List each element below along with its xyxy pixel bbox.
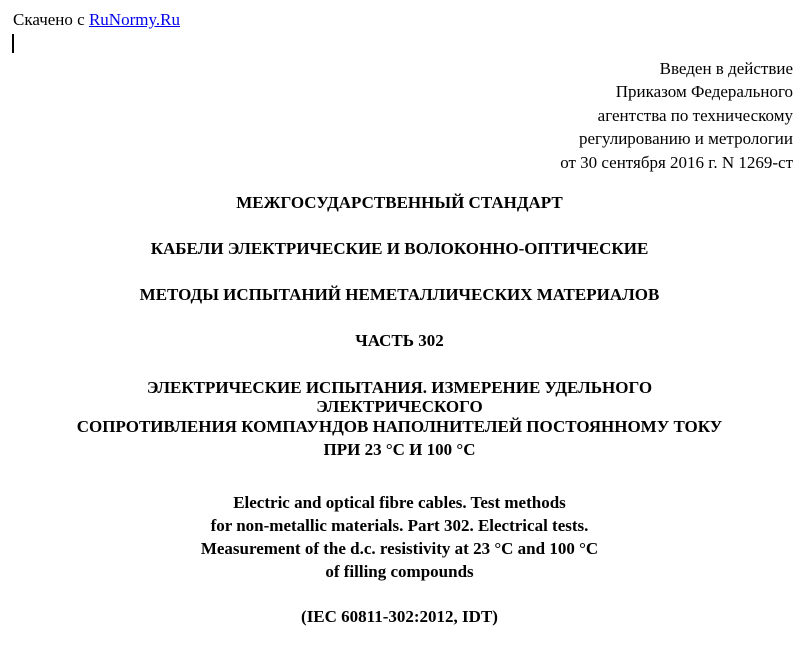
source-prefix: Скачено с — [13, 10, 89, 29]
enactment-line: агентства по техническому — [597, 105, 793, 125]
enactment-line: Введен в действие — [659, 59, 793, 78]
title-en-line: for non-metallic materials. Part 302. Electrical tests. — [210, 516, 589, 535]
enactment-line: от 30 сентября 2016 г. N 1269-ст — [560, 152, 793, 172]
subtitle-ru-line: ПРИ 23 °С И 100 °С — [323, 440, 476, 459]
enactment-block — [373, 57, 793, 174]
title-en-line: Measurement of the d.c. resistivity at 23 °C and 100 °C — [200, 539, 599, 558]
standard-type: МЕЖГОСУДАРСТВЕННЫЙ СТАНДАРТ — [236, 193, 563, 212]
subtitle-ru-line: ЭЛЕКТРИЧЕСКИЕ ИСПЫТАНИЯ. ИЗМЕРЕНИЕ УДЕЛЬНОГО — [146, 378, 653, 397]
enactment-line: Приказом Федерального — [615, 82, 793, 102]
title-line-2: МЕТОДЫ ИСПЫТАНИЙ НЕМЕТАЛЛИЧЕСКИХ МАТЕРИАЛОВ — [139, 285, 660, 304]
subtitle-ru-line: СОПРОТИВЛЕНИЯ КОМПАУНДОВ НАПОЛНИТЕЛЕЙ ПОСТОЯННОМУ ТОКУ — [76, 417, 723, 436]
subtitle-ru — [0, 376, 799, 461]
iec-identity: (IEC 60811-302:2012, IDT) — [301, 607, 498, 626]
text-cursor — [12, 34, 14, 53]
title-en-line: of filling compounds — [325, 562, 474, 581]
source-line — [13, 10, 180, 30]
source-link[interactable]: RuNormy.Ru — [88, 10, 180, 29]
part-number: ЧАСТЬ 302 — [355, 331, 444, 350]
title-en-line: Electric and optical fibre cables. Test methods — [233, 493, 566, 512]
enactment-line: регулированию и метрологии — [578, 129, 793, 149]
title-en — [0, 491, 799, 583]
title-line-1: КАБЕЛИ ЭЛЕКТРИЧЕСКИЕ И ВОЛОКОННО-ОПТИЧЕСКИЕ — [150, 239, 649, 258]
subtitle-ru-line: ЭЛЕКТРИЧЕСКОГО — [316, 397, 483, 416]
